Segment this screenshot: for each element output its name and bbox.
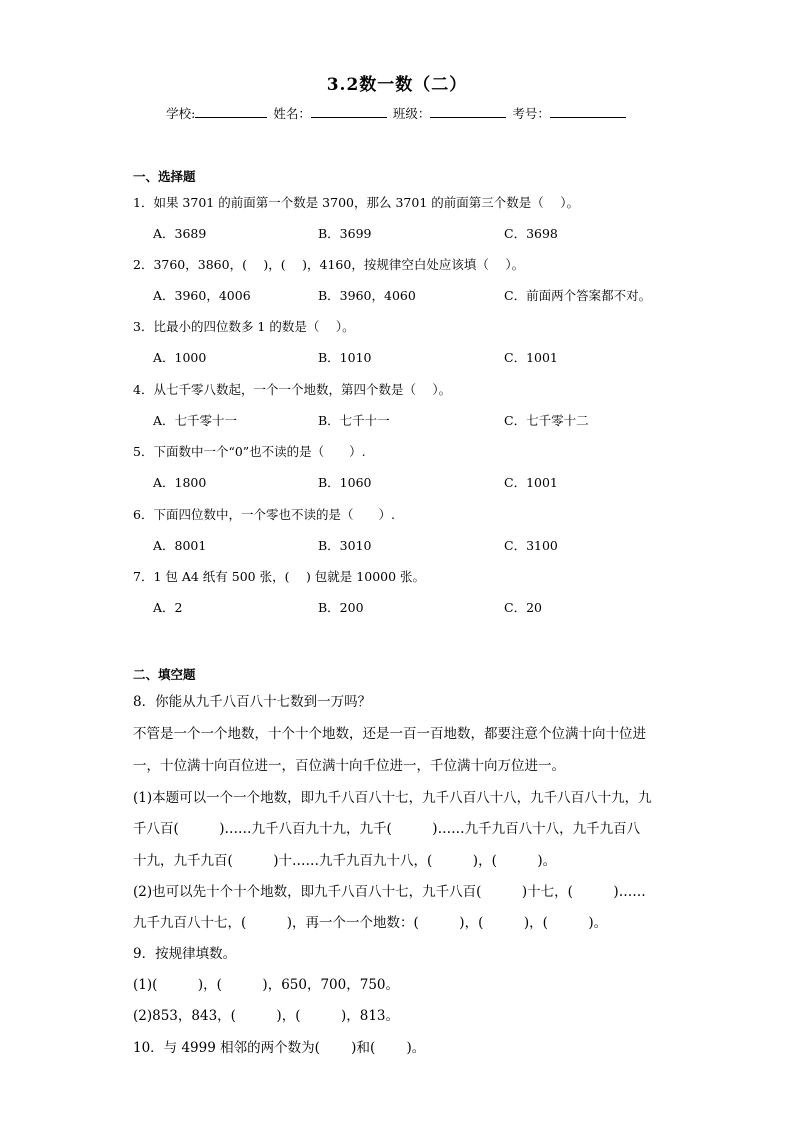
exam-number-label: 考号： xyxy=(512,106,550,121)
option-b[interactable]: B．七千十一 xyxy=(318,413,390,428)
option-a[interactable]: A．3689 xyxy=(153,226,207,241)
question-stem: 7．1 包 A4 纸有 500 张，( ) 包就是 10000 张。 xyxy=(133,569,426,584)
school-label: 学校: xyxy=(166,106,196,121)
question-text: (1)本题可以一个一个地数，即九千八百八十七，九千八百八十八，九千八百八十九，九 xyxy=(133,790,652,806)
question-stem: 4．从七千零八数起，一个一个地数，第四个数是（ ）。 xyxy=(133,382,452,397)
option-c[interactable]: C．3100 xyxy=(504,538,558,553)
option-a[interactable]: A．2 xyxy=(153,600,183,615)
option-c[interactable]: C．20 xyxy=(504,600,542,615)
exam-number-blank[interactable] xyxy=(550,105,626,118)
page-title: 3.2数一数（二） xyxy=(326,75,468,95)
question-text: (2)也可以先十个十个地数，即九千八百八十七，九千八百( )十七，( )…… xyxy=(133,884,646,900)
option-a[interactable]: A．1000 xyxy=(153,350,207,365)
question-stem: 5．下面数中一个“0”也不读的是（ ）. xyxy=(133,444,366,459)
question-text: 九千九百八十七，( )，再一个一个地数：( )，( )，( )。 xyxy=(133,915,608,931)
name-blank[interactable] xyxy=(311,105,387,118)
option-b[interactable]: B．3960，4060 xyxy=(318,288,416,303)
option-c[interactable]: C．3698 xyxy=(504,226,558,241)
class-blank[interactable] xyxy=(430,105,506,118)
question-stem: 3．比最小的四位数多 1 的数是（ ）。 xyxy=(133,319,355,334)
option-a[interactable]: A．3960，4006 xyxy=(153,288,251,303)
option-b[interactable]: B．1010 xyxy=(318,350,372,365)
question-text: (1)( )，( )，650，700，750。 xyxy=(133,977,399,993)
option-c[interactable]: C．1001 xyxy=(504,475,558,490)
option-a[interactable]: A．七千零十一 xyxy=(153,413,238,428)
question-text: 9．按规律填数。 xyxy=(133,946,237,962)
option-b[interactable]: B．3699 xyxy=(318,226,372,241)
option-c[interactable]: C．1001 xyxy=(504,350,558,365)
option-b[interactable]: B．200 xyxy=(318,600,364,615)
section-heading: 二、填空题 xyxy=(133,667,196,682)
option-a[interactable]: A．8001 xyxy=(153,538,207,553)
question-text: (2)853，843，( )，( )，813。 xyxy=(133,1008,399,1024)
option-c[interactable]: C．前面两个答案都不对。 xyxy=(504,288,652,303)
question-text: 一，十位满十向百位进一，百位满十向千位进一，千位满十向万位进一。 xyxy=(133,758,565,774)
section-heading: 一、选择题 xyxy=(133,169,196,184)
question-text: 十九，九千九百( )十……九千九百九十八，( )，( )。 xyxy=(133,853,557,869)
question-text: 8．你能从九千八百八十七数到一万吗？ xyxy=(133,694,372,710)
school-blank[interactable] xyxy=(195,105,267,118)
option-a[interactable]: A．1800 xyxy=(153,475,207,490)
student-info-row xyxy=(0,104,794,122)
option-c[interactable]: C．七千零十二 xyxy=(504,413,589,428)
class-label: 班级： xyxy=(392,106,431,121)
option-b[interactable]: B．3010 xyxy=(318,538,372,553)
option-b[interactable]: B．1060 xyxy=(318,475,372,490)
question-text: 10．与 4999 相邻的两个数为( )和( )。 xyxy=(133,1040,426,1056)
name-label: 姓名： xyxy=(273,106,311,121)
question-stem: 6．下面四位数中，一个零也不读的是（ ）. xyxy=(133,507,395,522)
question-text: 千八百( )……九千八百九十九，九千( )……九千九百八十八，九千九百八 xyxy=(133,821,641,837)
question-stem: 1．如果 3701 的前面第一个数是 3700，那么 3701 的前面第三个数是（ ）。 xyxy=(133,195,579,210)
question-text: 不管是一个一个地数，十个十个地数，还是一百一百地数，都要注意个位满十向十位进 xyxy=(133,726,646,742)
question-stem: 2．3760，3860，( )，( )，4160，按规律空白处应该填（ ）。 xyxy=(133,257,525,272)
